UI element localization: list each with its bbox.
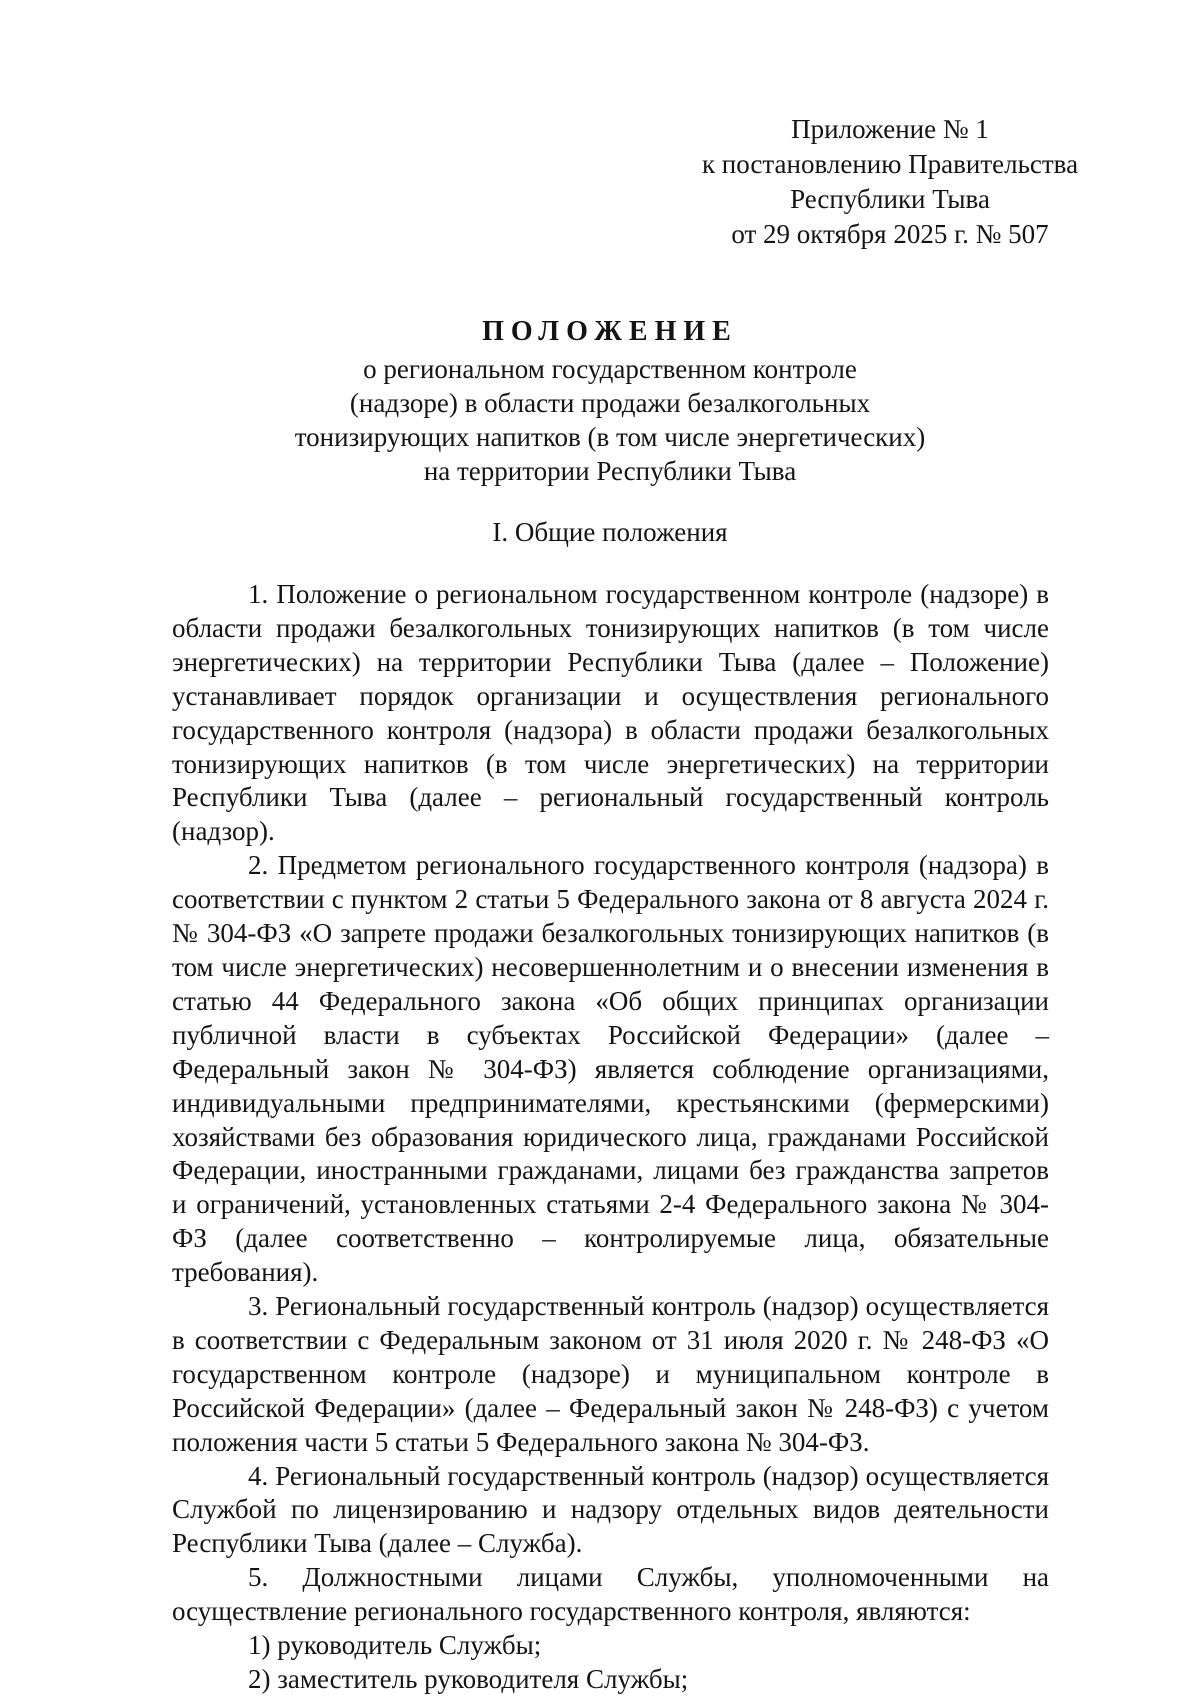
annex-date: от 29 октября 2025 г. № 507 xyxy=(731,219,1049,249)
paragraph-1: 1. Положение о региональном государственном контроле (надзоре) в области продажи безалкогольных тонизирующих напитков (в том числе энергетических) на территории Республики Тыва (далее – Положение) устанавливает порядок организации и осуществления регионального государственного контроля (надзора) в области продажи безалкогольных тонизирующих напитков (в том числе энергетических) на территории Республики Тыва (далее – региональный государственный контроль (надзор). xyxy=(172,579,1049,847)
subtitle-line-4: на территории Республики Тыва xyxy=(423,456,797,486)
subtitle-line-1: о региональном государственном контроле xyxy=(363,354,857,384)
title-block xyxy=(180,312,1040,488)
annex-reference: к постановлению Правительства xyxy=(701,149,1079,179)
annex-header xyxy=(690,112,1090,252)
paragraph-3: 3. Региональный государственный контроль (надзор) осуществляется в соответствии с Федеральным законом от 31 июля 2020 г. № 248-ФЗ «О государственном контроле (надзоре) и муниципальном контроле в Российской Федерации» (далее – Федеральный закон № 248-ФЗ) с учетом положения части 5 статьи 5 Федерального закона № 304-ФЗ. xyxy=(172,1291,1049,1457)
subtitle-line-2: (надзоре) в области продажи безалкогольных xyxy=(349,388,871,418)
section-heading: I. Общие положения xyxy=(492,517,728,547)
document-title: ПОЛОЖЕНИЕ xyxy=(482,316,738,347)
document-body xyxy=(172,578,1049,1697)
paragraph-2: 2. Предметом регионального государственного контроля (надзора) в соответствии с пунктом 2 статьи 5 Федерального закона от 8 августа 2024 г. № 304-ФЗ «О запрете продажи безалкогольных тонизирующих напитков (в том числе энергетических) несовершеннолетним и о внесении изменения в статью 44 Федерального закона «Об общих принципах организации публичной власти в субъектах Российской Федерации» (далее – Федеральный закон № 304-ФЗ) является соблюдение организациями, индивидуальными предпринимателями, крестьянскими (фермерскими) хозяйствами без образования юридического лица, гражданами Российской Федерации, иностранными гражданами, лицами без гражданства запретов и ограничений, установленных статьями 2-4 Федерального закона № 304-ФЗ (далее соответственно – контролируемые лица, обязательные требования). xyxy=(172,850,1049,1288)
list-item-2: 2) заместитель руководителя Службы; xyxy=(248,1664,689,1694)
list-item-1: 1) руководитель Службы; xyxy=(248,1630,542,1661)
subtitle-line-3: тонизирующих напитков (в том числе энергетических) xyxy=(294,422,926,452)
annex-number: Приложение № 1 xyxy=(791,114,989,144)
paragraph-5: 5. Должностными лицами Службы, уполномоченными на осуществление регионального государственного контроля, являются: xyxy=(172,1562,1049,1627)
paragraph-4: 4. Региональный государственный контроль (надзор) осуществляется Службой по лицензированию и надзору отдельных видов деятельности Республики Тыва (далее – Служба). xyxy=(172,1460,1049,1559)
annex-region: Республики Тыва xyxy=(790,184,990,214)
